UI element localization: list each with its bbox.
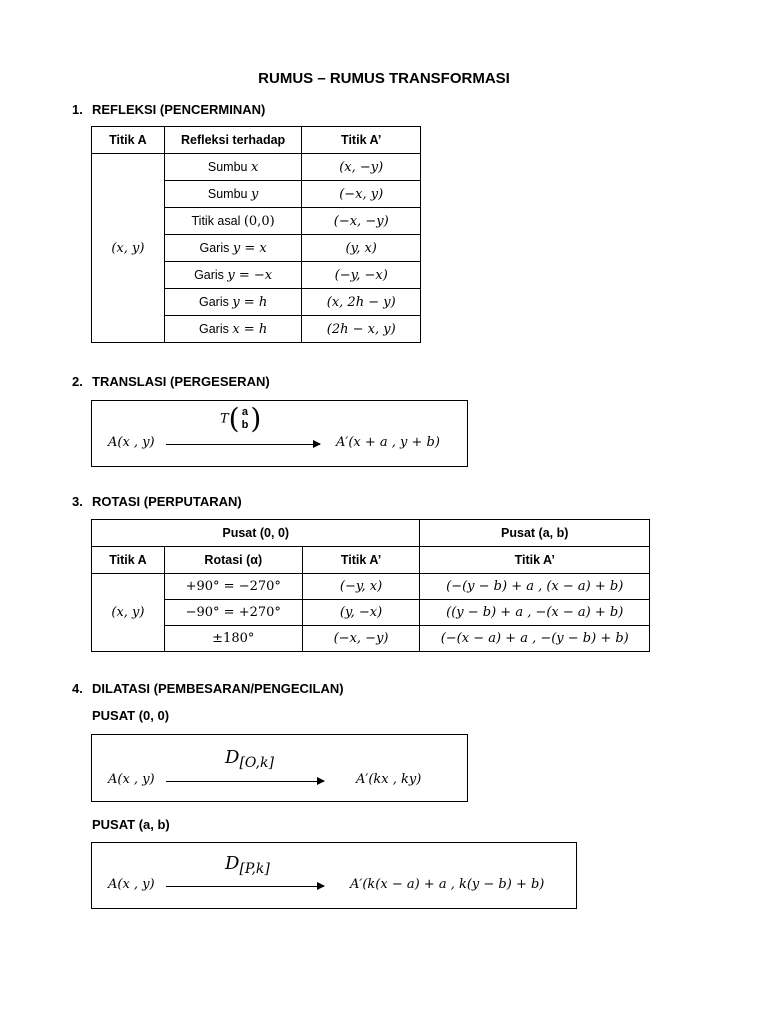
rotation-result-ab: ((y − b) + a , −(x − a) + b) [420, 600, 650, 626]
translation-operator: T( a b ) [220, 402, 262, 435]
section-number: 1. [72, 102, 83, 117]
subheading-pusat-ab: PUSAT (a, b) [92, 817, 170, 832]
header-titik-a: Titik A [92, 127, 165, 154]
rotation-result-origin: (−x, −y) [302, 626, 420, 652]
dilation-box-origin [91, 734, 468, 802]
page-title: RUMUS – RUMUS TRANSFORMASI [258, 70, 510, 87]
header-titik-a-prime: Titik A’ [302, 127, 421, 154]
dilation-lhs: A(x , y) [108, 877, 155, 892]
translation-box [91, 400, 468, 467]
section-heading-dilatasi [72, 681, 344, 696]
refleksi-table [91, 126, 421, 343]
section-heading-rotasi [72, 494, 242, 509]
dilation-rhs: A′(kx , ky) [356, 772, 422, 787]
reflection-label: Garis y = −x [164, 262, 302, 289]
dilation-rhs: A′(k(x − a) + a , k(y − b) + b) [350, 877, 545, 892]
header-titik-a-prime: Titik A’ [302, 547, 420, 574]
group-pusat-ab: Pusat (a, b) [420, 520, 650, 547]
section-title: ROTASI (PERPUTARAN) [92, 494, 242, 509]
rotation-result-ab: (−(y − b) + a , (x − a) + b) [420, 574, 650, 600]
reflection-result: (−x, y) [302, 181, 421, 208]
header-titik-a: Titik A [92, 547, 165, 574]
translation-rhs: A′(x + a , y + b) [336, 435, 440, 450]
reflection-label: Titik asal (0,0) [164, 208, 302, 235]
translation-lhs: A(x , y) [108, 435, 155, 450]
dilation-arrow [166, 886, 324, 887]
reflection-result: (2h − x, y) [302, 316, 421, 343]
section-number: 2. [72, 374, 83, 389]
section-number: 4. [72, 681, 83, 696]
subheading-pusat-origin: PUSAT (0, 0) [92, 708, 170, 723]
reflection-result: (y, x) [302, 235, 421, 262]
section-number: 3. [72, 494, 83, 509]
reflection-label: Garis x = h [164, 316, 302, 343]
reflection-result: (x, −y) [302, 154, 421, 181]
section-title: DILATASI (PEMBESARAN/PENGECILAN) [92, 681, 344, 696]
dilation-arrow [166, 781, 324, 782]
dilation-box-ab [91, 842, 577, 909]
dilation-operator: $D_{[P,k]}$ [225, 853, 270, 877]
reflection-label: Garis y = h [164, 289, 302, 316]
header-titik-a-prime-ab: Titik A’ [420, 547, 650, 574]
rotation-angle: ±180° [164, 626, 302, 652]
reflection-result: (−y, −x) [302, 262, 421, 289]
rotation-result-ab: (−(x − a) + a , −(y − b) + b) [420, 626, 650, 652]
group-pusat-origin: Pusat (0, 0) [92, 520, 420, 547]
reflection-label: Sumbu y [164, 181, 302, 208]
reflection-label: Sumbu x [164, 154, 302, 181]
point-cell: (x, y) [92, 154, 165, 343]
reflection-result: (x, 2h − y) [302, 289, 421, 316]
reflection-result: (−x, −y) [302, 208, 421, 235]
rotation-result-origin: (−y, x) [302, 574, 420, 600]
header-refleksi: Refleksi terhadap [164, 127, 302, 154]
section-heading-translasi [72, 374, 270, 389]
rotasi-table [91, 519, 650, 652]
rotation-result-origin: (y, −x) [302, 600, 420, 626]
dilation-operator: $D_{[O,k]}$ [225, 747, 274, 771]
section-title: REFLEKSI (PENCERMINAN) [92, 102, 266, 117]
section-title: TRANSLASI (PERGESERAN) [92, 374, 270, 389]
rotation-angle: +90° = −270° [164, 574, 302, 600]
header-rotasi: Rotasi (α) [164, 547, 302, 574]
translation-arrow [166, 444, 320, 445]
dilation-lhs: A(x , y) [108, 772, 155, 787]
rotation-angle: −90° = +270° [164, 600, 302, 626]
reflection-label: Garis y = x [164, 235, 302, 262]
section-heading-refleksi [72, 102, 265, 117]
point-cell: (x, y) [92, 574, 165, 652]
